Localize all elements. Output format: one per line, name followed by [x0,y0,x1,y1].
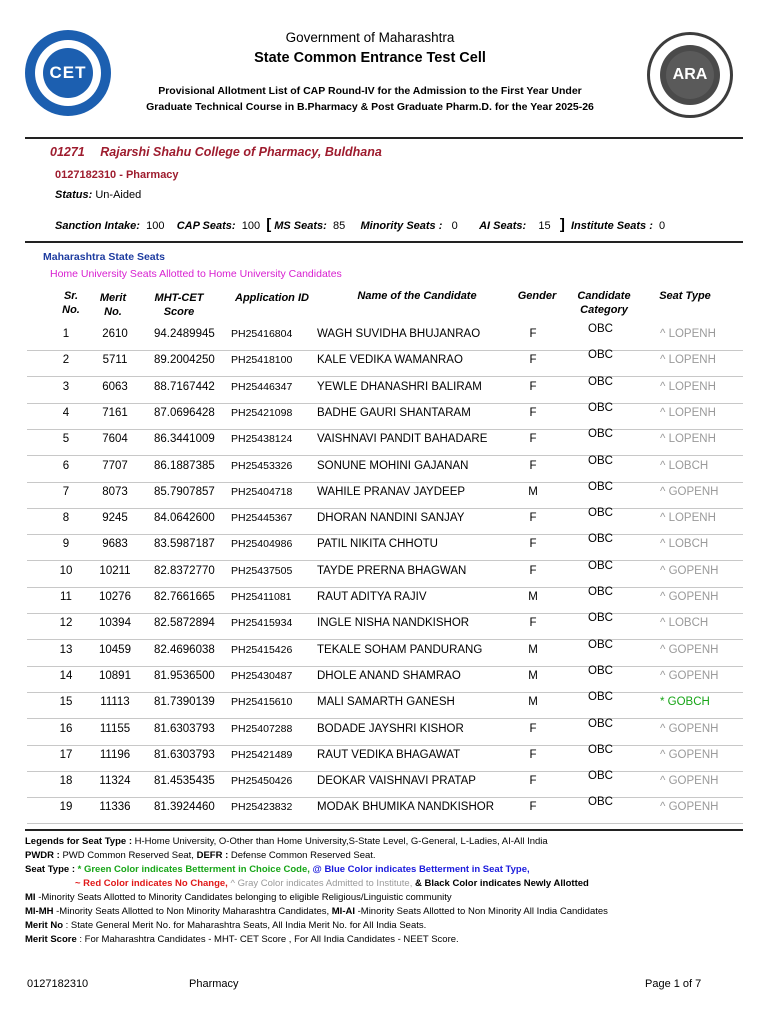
table-row [27,403,743,430]
cell-sr-no: 7 [62,485,70,498]
cell-application-id: PH25438124 [231,433,293,446]
cell-merit-no: 8073 [102,485,128,498]
cet-cell-logo [25,30,111,116]
cell-score: 87.0696428 [154,406,215,419]
ara-logo-ring [660,45,720,105]
table-row [27,613,743,640]
cell-application-id: PH25415426 [231,643,293,656]
ms-value: 85 [332,220,346,232]
cell-merit-no: 11113 [100,696,130,709]
cell-seat-type: ^ GOPENH [660,748,719,761]
cell-seat-type: * GOBCH [660,696,710,709]
cell-application-id: PH25418100 [231,354,293,367]
cell-gender: F [529,617,537,630]
cell-merit-no: 7161 [102,406,128,419]
cell-score: 81.6303793 [154,748,215,761]
col-application-id: Application ID [235,292,309,304]
cell-candidate-name: DHORAN NANDINI SANJAY [317,512,465,525]
cell-score: 82.8372770 [154,564,215,577]
cell-sr-no: 3 [62,380,70,393]
minority-label: Minority Seats : [360,220,443,232]
cell-application-id: PH25404986 [231,538,293,551]
cell-candidate-name: TAYDE PRERNA BHAGWAN [317,564,467,577]
legend [25,835,745,947]
col-merit-line-2: No. [104,306,122,318]
cet-logo-mark: CET [43,48,93,98]
cell-sr-no: 15 [59,696,73,709]
cell-candidate-name: WAHILE PRANAV JAYDEEP [317,485,466,498]
cell-sr-no: 18 [59,775,73,788]
cell-score: 84.0642600 [154,512,215,525]
cell-application-id: PH25407288 [231,722,293,735]
cell-gender: M [528,643,538,656]
cell-gender: M [528,669,538,682]
cell-gender: F [529,801,537,814]
cell-score: 85.7907857 [154,485,215,498]
cell-seat-type: ^ LOPENH [660,406,716,419]
cell-score: 89.2004250 [154,354,215,367]
government-title: Government of Maharashtra [285,30,455,45]
table-row [27,666,743,693]
table-row [27,324,743,351]
cell-candidate-name: RAUT VEDIKA BHAGAWAT [317,748,461,761]
legend-line-1: Legends for Seat Type : H-Home University, O-Other than Home University,S-State Level, G-General, L-Ladies, AI-All India [25,836,548,847]
cell-category: OBC [588,480,613,493]
college-heading [50,145,394,159]
col-sr-line-1: Sr. [63,290,79,302]
cell-score: 82.4696038 [154,643,215,656]
table-row [27,561,743,588]
cell-seat-type: ^ GOPENH [660,485,719,498]
cell-candidate-name: MALI SAMARTH GANESH [317,696,455,709]
college-name: Rajarshi Shahu College of Pharmacy, Buldhana [100,145,382,159]
cet-logo-ring [35,40,101,106]
cell-seat-type: ^ GOPENH [660,591,719,603]
cell-gender: M [528,696,538,709]
cell-merit-no: 9245 [102,512,128,525]
cell-merit-no: 10394 [99,617,131,630]
col-score-line-2: Score [163,306,195,318]
cap-label: CAP Seats: [176,220,236,232]
cell-category: OBC [588,401,613,414]
header-divider [25,137,743,139]
cell-seat-type: ^ LOBCH [660,617,709,630]
cell-application-id: PH25415610 [231,696,293,709]
cell-score: 81.6303793 [154,722,215,735]
cell-gender: M [528,591,538,603]
col-gender: Gender [517,290,557,302]
legend-line-2: PWDR : PWD Common Reserved Seat, DEFR : Defense Common Reserved Seat. [25,850,376,861]
legend-line-6: MI-MH -Minority Seats Allotted to Non Minority Maharashtra Candidates, MI-AI -Minority Seats Allotted to Non Minority All India Candidates [25,906,608,917]
cell-seat-type: ^ LOBCH [660,538,709,551]
cell-category: OBC [588,375,613,388]
status-line [55,189,141,201]
cell-candidate-name: TEKALE SOHAM PANDURANG [317,643,483,656]
cell-category: OBC [588,796,613,809]
table-row [27,456,743,483]
cell-gender: F [529,459,537,472]
cell-gender: F [529,748,537,761]
table-row [27,534,743,561]
description-line-1: Provisional Allotment List of CAP Round-IV for the Admission to the First Year Under [158,85,582,97]
cell-sr-no: 8 [62,512,70,525]
cell-merit-no: 7604 [102,433,128,446]
cell-merit-no: 10211 [99,564,131,577]
cell-sr-no: 12 [59,617,73,630]
table-row [27,377,743,404]
cell-category: OBC [588,349,613,362]
cell-sr-no: 10 [59,564,73,577]
legend-line-7: Merit No : State General Merit No. for Maharashtra Seats, All India Merit No. for All India Seats. [25,920,427,931]
institute-label: Institute Seats : [570,220,653,232]
cell-category: OBC [588,664,613,677]
cell-gender: F [529,564,537,577]
legend-line-5: MI -Minority Seats Allotted to Minority Candidates belonging to eligible Religious/Linguistic community [25,892,452,903]
cell-merit-no: 6063 [102,380,128,393]
table-row [27,797,743,824]
cell-title: State Common Entrance Test Cell [254,50,486,66]
legend-line-8: Merit Score : For Maharashtra Candidates - MHT- CET Score , For All India Candidates - NEET Score. [25,934,459,945]
cell-sr-no: 4 [62,406,70,419]
cell-candidate-name: DEOKAR VAISHNAVI PRATAP [317,775,476,788]
cell-candidate-name: SONUNE MOHINI GAJANAN [317,459,469,472]
cell-gender: F [529,512,537,525]
cell-sr-no: 13 [59,643,73,656]
cell-gender: F [529,354,537,367]
cell-sr-no: 14 [59,669,73,682]
cell-candidate-name: YEWLE DHANASHRI BALIRAM [317,380,482,393]
cell-sr-no: 16 [59,722,73,735]
cell-application-id: PH25411081 [231,591,292,603]
cell-application-id: PH25416804 [231,328,293,340]
cell-gender: F [529,406,537,419]
sanction-value: 100 [146,220,165,232]
cell-category: OBC [588,428,613,441]
cell-score: 81.9536500 [154,669,215,682]
table-row [27,745,743,772]
cell-category: OBC [588,743,613,756]
cell-gender: F [529,328,537,340]
cell-candidate-name: MODAK BHUMIKA NANDKISHOR [317,801,494,814]
cell-merit-no: 2610 [102,328,128,340]
cell-merit-no: 11336 [99,801,131,814]
cell-seat-type: ^ LOPENH [660,328,716,340]
cell-candidate-name: DHOLE ANAND SHAMRAO [317,669,461,682]
cell-seat-type: ^ GOPENH [660,643,719,656]
cell-application-id: PH25430487 [231,669,293,682]
cell-merit-no: 10459 [99,643,131,656]
cell-sr-no: 9 [62,538,70,551]
cell-seat-type: ^ GOPENH [660,564,719,577]
cell-application-id: PH25437505 [231,564,293,577]
cell-sr-no: 5 [62,433,70,446]
cell-application-id: PH25450426 [231,775,293,788]
cell-category: OBC [588,638,613,651]
ms-label: MS Seats: [274,220,327,232]
cell-sr-no: 17 [59,748,73,761]
cell-application-id: PH25404718 [231,485,293,498]
cell-category: OBC [588,507,613,520]
cell-candidate-name: WAGH SUVIDHA BHUJANRAO [317,328,481,340]
cell-candidate-name: BODADE JAYSHRI KISHOR [317,722,464,735]
table-row [27,719,743,746]
table-row [27,350,743,377]
cell-sr-no: 19 [59,801,73,814]
cell-application-id: PH25423832 [231,801,293,814]
cell-category: OBC [588,770,613,783]
legend-line-3: Seat Type : * Green Color indicates Betterment in Choice Code, @ Blue Color indicates Betterment in Seat Type, [25,864,530,875]
ai-value: 15 [538,220,551,232]
footer-course-name: Pharmacy [189,978,239,990]
cell-merit-no: 11155 [99,722,131,735]
description-line-2: Graduate Technical Course in B.Pharmacy & Post Graduate Pharm.D. for the Year 2025-26 [146,101,594,113]
cell-application-id: PH25453326 [231,459,293,472]
table-row [27,429,743,456]
cell-category: OBC [588,533,613,546]
cell-merit-no: 11324 [99,775,131,788]
cell-merit-no: 9683 [102,538,128,551]
col-category [570,289,638,317]
cell-category: OBC [588,323,613,335]
cell-merit-no: 11196 [99,748,131,761]
col-sr-line-2: No. [62,304,80,316]
cell-score: 81.4535435 [154,775,215,788]
cell-score: 81.7390139 [154,696,215,709]
cell-gender: F [529,722,537,735]
sanction-label: Sanction Intake: [55,220,140,232]
col-candidate-name: Name of the Candidate [357,290,477,302]
cell-seat-type: ^ GOPENH [660,669,719,682]
cell-application-id: PH25415934 [231,617,293,630]
cell-sr-no: 11 [60,591,72,603]
cell-category: OBC [588,717,613,730]
cell-category: OBC [588,691,613,704]
table-bottom-divider [25,829,743,831]
cap-value: 100 [241,220,261,232]
footer-page-number: Page 1 of 7 [645,978,702,990]
col-category-line-1: Candidate [577,290,631,302]
cell-seat-type: ^ LOPENH [660,354,716,367]
cell-seat-type: ^ GOPENH [660,801,719,814]
legend-line-4: ~ Red Color indicates No Change, ^ Gray Color indicates Admitted to Institute, & Black Color indicates Newly Allotted [75,878,589,889]
cell-merit-no: 5711 [102,354,128,367]
cell-category: OBC [588,454,613,467]
table-row [27,692,743,719]
cell-gender: F [529,775,537,788]
cell-candidate-name: RAUT ADITYA RAJIV [317,591,427,603]
table-row [27,771,743,798]
ara-logo-mark: ARA [666,51,714,99]
cell-candidate-name: VAISHNAVI PANDIT BAHADARE [317,433,488,446]
cell-candidate-name: PATIL NIKITA CHHOTU [317,538,438,551]
col-merit-line-1: Merit [99,292,127,304]
cell-merit-no: 10276 [99,591,131,603]
cell-seat-type: ^ LOPENH [660,512,716,525]
section-subtitle: Home University Seats Allotted to Home University Candidates [50,268,342,280]
cell-score: 83.5987187 [154,538,215,551]
cell-sr-no: 6 [62,459,70,472]
cell-application-id: PH25446347 [231,380,293,393]
col-sr [55,289,87,317]
cell-application-id: PH25421098 [231,406,293,419]
cell-category: OBC [588,586,613,598]
cell-score: 86.1887385 [154,459,215,472]
cell-gender: F [529,433,537,446]
table-row [27,482,743,509]
ara-logo [647,32,733,118]
cell-seat-type: ^ LOPENH [660,380,716,393]
institute-value: 0 [658,220,666,232]
cell-score: 81.3924460 [154,801,215,814]
table-row [27,587,743,614]
section-title: Maharashtra State Seats [43,251,165,263]
course-code: 0127182310 - Pharmacy [55,169,179,181]
cell-sr-no: 2 [62,354,70,367]
table-row [27,508,743,535]
cell-candidate-name: BADHE GAURI SHANTARAM [317,406,471,419]
cell-category: OBC [588,559,613,572]
cell-seat-type: ^ LOBCH [660,459,709,472]
college-code: 01271 [50,145,85,159]
cell-merit-no: 7707 [102,459,128,472]
cell-candidate-name: KALE VEDIKA WAMANRAO [317,354,463,367]
cell-merit-no: 10891 [99,669,131,682]
cell-seat-type: ^ LOPENH [660,433,716,446]
cell-score: 82.5872894 [154,617,215,630]
col-seat-type: Seat Type [659,290,711,302]
col-merit [92,291,134,319]
minority-value: 0 [451,220,458,232]
table-row [27,640,743,667]
cell-score: 88.7167442 [154,380,215,393]
cell-score: 82.7661665 [154,591,215,603]
status-label: Status: [55,189,93,201]
cell-candidate-name: INGLE NISHA NANDKISHOR [317,617,470,630]
col-category-line-2: Category [580,304,628,316]
document-description [120,83,620,115]
cell-score: 94.2489945 [154,328,215,340]
cell-gender: F [529,538,537,551]
cell-score: 86.3441009 [154,433,215,446]
cell-seat-type: ^ GOPENH [660,775,719,788]
intake-divider [25,241,743,243]
status-value: Un-Aided [95,189,142,201]
ai-label: AI Seats: [479,220,527,232]
cell-seat-type: ^ GOPENH [660,722,719,735]
bracket-open: [ [266,216,272,233]
col-score-line-1: MHT-CET [154,292,204,304]
cell-category: OBC [588,612,613,625]
cell-application-id: PH25421489 [231,748,293,761]
col-score [146,291,212,319]
cell-gender: F [529,380,537,393]
cell-sr-no: 1 [62,328,70,340]
intake-line [55,216,665,233]
cell-gender: M [528,485,538,498]
bracket-close: ] [559,216,565,233]
footer-course-code: 0127182310 [27,978,89,990]
cell-application-id: PH25445367 [231,512,293,525]
